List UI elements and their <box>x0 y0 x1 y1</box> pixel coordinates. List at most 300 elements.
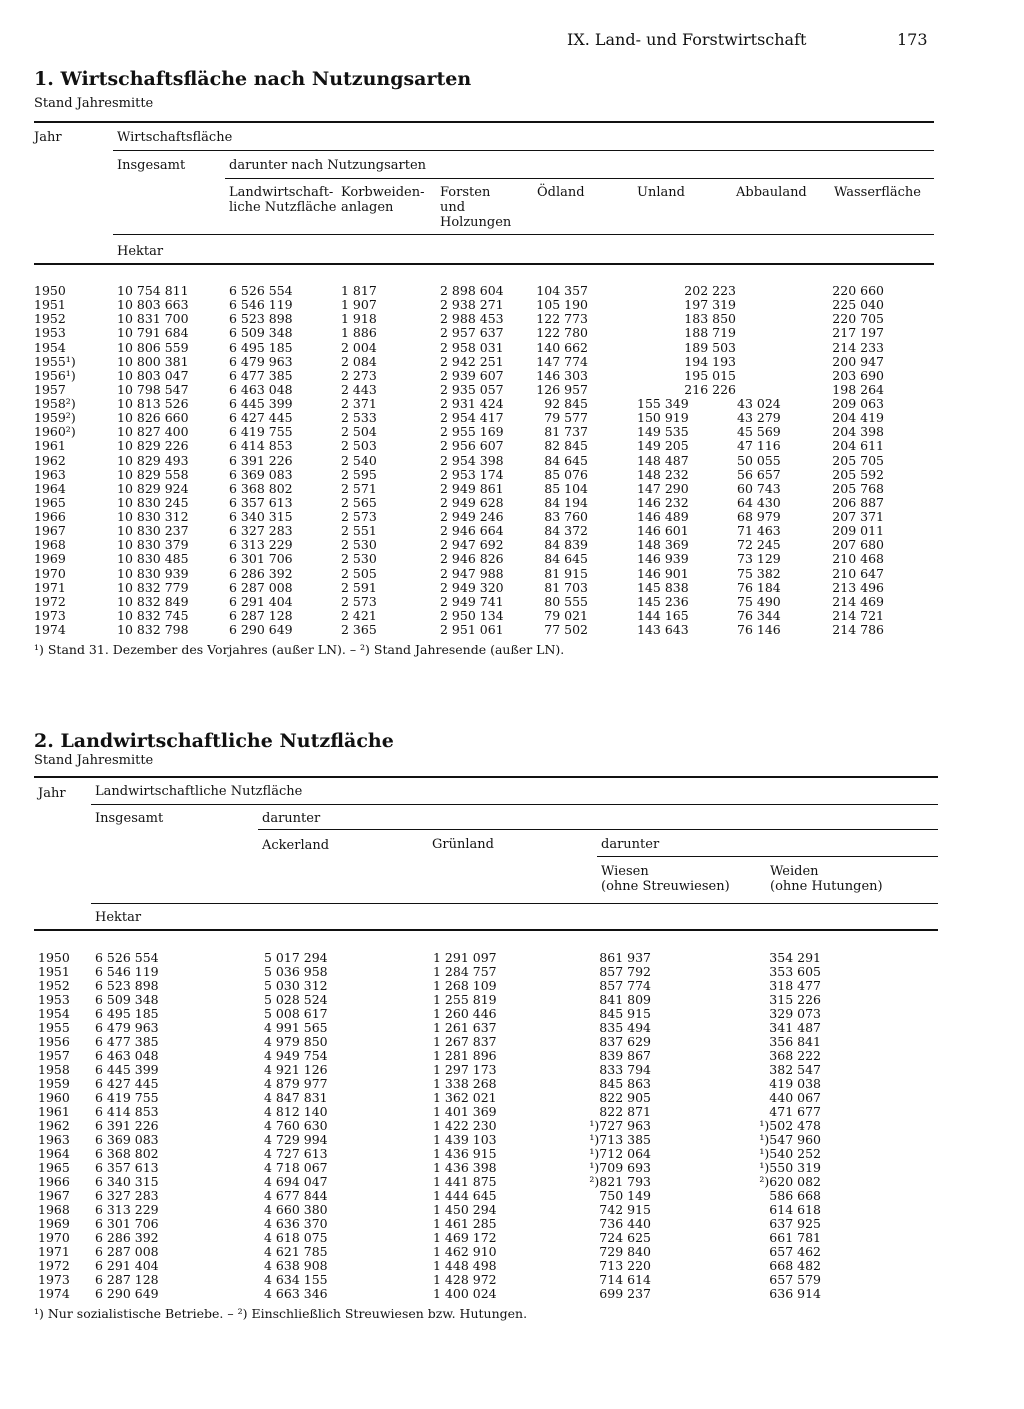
table-cell: 1 260 446 <box>433 1006 497 1021</box>
table-cell: 2 949 741 <box>440 593 504 609</box>
table-cell: 6 301 706 <box>95 1216 159 1231</box>
table-cell: 200 947 <box>832 353 884 369</box>
table-cell: 1 886 <box>341 325 377 341</box>
table-cell: 147 774 <box>536 353 588 369</box>
t1-col-unland-abbau-combined <box>680 284 736 397</box>
table-cell: 1959 <box>38 1076 70 1091</box>
table-cell: 6 369 083 <box>95 1132 159 1147</box>
table-cell: 204 611 <box>832 438 884 454</box>
table-cell: 1966 <box>38 1174 70 1189</box>
table-cell: 1955¹) <box>34 353 76 369</box>
t2-rule-c <box>597 856 938 857</box>
table-cell: 210 468 <box>832 551 884 567</box>
table-cell: 50 055 <box>737 452 781 468</box>
table-cell: 1 255 819 <box>433 992 497 1007</box>
table-cell: 203 690 <box>832 367 884 383</box>
table-cell: 6 286 392 <box>229 565 293 581</box>
table-cell: 45 569 <box>737 424 781 440</box>
table-cell: 2 084 <box>341 353 377 369</box>
table-cell: ¹)540 252 <box>759 1146 821 1161</box>
table-cell: 2 949 320 <box>440 579 504 595</box>
table-cell: 10 832 745 <box>117 607 189 623</box>
table-cell: 6 479 963 <box>95 1020 159 1035</box>
table-cell: 6 477 385 <box>95 1034 159 1049</box>
table-cell: 318 477 <box>769 978 821 993</box>
table-cell: 1953 <box>38 992 70 1007</box>
table-cell: 194 193 <box>684 353 736 369</box>
table-cell: ²)620 082 <box>759 1174 821 1189</box>
table-cell: 60 743 <box>737 480 781 496</box>
table-cell: 6 419 755 <box>95 1090 159 1105</box>
table-cell: 81 703 <box>544 579 588 595</box>
table-cell: 1 281 896 <box>433 1048 497 1063</box>
table-cell: 2 504 <box>341 424 377 440</box>
table-cell: 10 800 381 <box>117 353 189 369</box>
table-cell: 1 469 172 <box>433 1230 497 1245</box>
table-1-title: 1. Wirtschaftsfläche nach Nutzungsarten <box>34 68 472 90</box>
table-cell: 205 705 <box>832 452 884 468</box>
table-cell: 189 503 <box>684 339 736 355</box>
table-cell: 6 369 083 <box>229 466 293 482</box>
table-cell: 4 729 994 <box>264 1132 328 1147</box>
table-cell: 1966 <box>34 509 66 524</box>
table-cell: 1961 <box>38 1104 70 1119</box>
table-cell: 2 571 <box>341 480 377 496</box>
table-cell: 729 840 <box>599 1244 651 1259</box>
table-cell: 220 660 <box>832 283 884 298</box>
table-cell: 2 365 <box>341 622 377 637</box>
table-cell: 1 817 <box>341 283 377 298</box>
table-cell: 1 400 024 <box>433 1286 497 1301</box>
table-cell: 72 245 <box>737 537 781 553</box>
table-cell: 10 829 924 <box>117 480 189 496</box>
table-cell: 1958 <box>38 1062 70 1077</box>
table-cell: 6 391 226 <box>229 452 293 468</box>
table-cell: 857 792 <box>599 964 651 979</box>
table-cell: 10 803 047 <box>117 367 189 383</box>
t2-col-weiden <box>730 951 821 1301</box>
t2-col-wiesen <box>560 951 651 1301</box>
table-cell: 1956¹) <box>34 367 76 383</box>
table-cell: 146 232 <box>637 494 689 510</box>
table-cell: 2 421 <box>341 607 377 623</box>
table-cell: 2 942 251 <box>440 353 504 369</box>
table-cell: 1 439 103 <box>433 1132 497 1147</box>
table-cell: 1951 <box>34 297 66 313</box>
table-cell: 10 831 700 <box>117 311 189 327</box>
table-cell: 1 448 498 <box>433 1258 497 1273</box>
table-cell: 661 781 <box>769 1230 821 1245</box>
table-cell: 657 462 <box>769 1244 821 1259</box>
table-cell: 4 879 977 <box>264 1076 328 1091</box>
table-cell: 2 955 169 <box>440 424 504 440</box>
table-cell: 637 925 <box>769 1216 821 1231</box>
t1-col-insgesamt <box>117 284 189 637</box>
table-cell <box>737 355 781 369</box>
table-cell: 188 719 <box>684 325 736 341</box>
table-cell: 146 939 <box>637 551 689 567</box>
table-cell: 6 495 185 <box>229 339 293 355</box>
table-cell: 10 754 811 <box>117 283 189 298</box>
table-cell: 636 914 <box>769 1286 821 1301</box>
table-cell: 71 463 <box>737 523 781 539</box>
table-cell: 315 226 <box>769 992 821 1007</box>
t2-rule-e <box>34 929 938 931</box>
table-cell: 149 535 <box>637 424 689 440</box>
table-cell: 2 949 628 <box>440 494 504 510</box>
table-cell: 214 233 <box>832 339 884 355</box>
table-cell: 1964 <box>38 1146 70 1161</box>
table-cell: 210 647 <box>832 565 884 581</box>
table-cell: 144 165 <box>637 607 689 623</box>
table-cell: 2 950 134 <box>440 607 504 623</box>
t2-header-weiden: Weiden (ohne Hutungen) <box>770 864 883 894</box>
table-cell: 6 287 008 <box>95 1244 159 1259</box>
table-cell: 214 786 <box>832 622 884 637</box>
table-cell: 1 462 910 <box>433 1244 497 1259</box>
table-cell: 146 901 <box>637 565 689 581</box>
table-cell: 76 184 <box>737 579 781 595</box>
table-cell: 2 949 861 <box>440 480 504 496</box>
table-cell: 77 502 <box>544 622 588 637</box>
t1-col-forsten <box>440 284 504 637</box>
table-cell: 75 382 <box>737 565 781 581</box>
table-cell: 84 645 <box>544 551 588 567</box>
table-cell: 64 430 <box>737 494 781 510</box>
t2-rule-d <box>91 903 938 904</box>
t1-header-jahr: Jahr <box>34 130 62 145</box>
table-cell: 2 951 061 <box>440 622 504 637</box>
table-cell: 1 422 230 <box>433 1118 497 1133</box>
table-cell: 4 979 850 <box>264 1034 328 1049</box>
table-cell: 5 036 958 <box>264 964 328 979</box>
table-cell: 6 463 048 <box>229 381 293 397</box>
table-cell: 1971 <box>38 1244 70 1259</box>
table-cell: ¹)727 963 <box>589 1118 651 1133</box>
table-cell: 6 287 128 <box>229 607 293 623</box>
table-cell: 1 401 369 <box>433 1104 497 1119</box>
table-cell: 207 680 <box>832 537 884 553</box>
t1-header-landwirtschaft: Landwirtschaft- liche Nutzfläche <box>229 185 337 215</box>
table-cell: 146 601 <box>637 523 689 539</box>
table-cell: 1 261 637 <box>433 1020 497 1035</box>
table-cell: 2 533 <box>341 410 377 426</box>
table-cell <box>737 369 781 383</box>
table-cell: 6 290 649 <box>95 1286 159 1301</box>
t2-rule-a <box>91 804 938 805</box>
table-cell: 6 357 613 <box>95 1160 159 1175</box>
table-2-footnote: ¹) Nur sozialistische Betriebe. – ²) Einschließlich Streuwiesen bzw. Hutungen. <box>34 1306 528 1321</box>
table-cell: 2 273 <box>341 367 377 383</box>
table-cell: 368 222 <box>769 1048 821 1063</box>
table-cell: 1972 <box>38 1258 70 1273</box>
table-cell: 126 957 <box>536 381 588 397</box>
table-cell: 1952 <box>34 311 66 327</box>
table-cell: 440 067 <box>769 1090 821 1105</box>
table-cell: 1962 <box>34 452 66 468</box>
table-cell: 220 705 <box>832 311 884 327</box>
table-cell: 81 915 <box>544 565 588 581</box>
table-cell: 614 618 <box>769 1202 821 1217</box>
table-cell: 214 469 <box>832 593 884 609</box>
table-cell: 2 947 988 <box>440 565 504 581</box>
table-cell: 837 629 <box>599 1034 651 1049</box>
table-cell: 1974 <box>34 622 66 637</box>
table-cell: 4 660 380 <box>264 1202 328 1217</box>
t1-header-hektar: Hektar <box>117 244 164 259</box>
table-cell: 10 829 493 <box>117 452 189 468</box>
t1-col-wasserflaeche <box>820 284 884 637</box>
table-cell: 10 827 400 <box>117 424 189 440</box>
table-cell: 10 830 379 <box>117 537 189 553</box>
t2-header-gruenland: Grünland <box>432 837 494 852</box>
table-cell: 2 565 <box>341 494 377 510</box>
table-cell: ¹)547 960 <box>759 1132 821 1147</box>
table-cell: 213 496 <box>832 579 884 595</box>
table-cell: 104 357 <box>536 283 588 298</box>
table-cell: 6 327 283 <box>229 523 293 539</box>
table-cell: 2 898 604 <box>440 283 504 298</box>
table-cell: 845 915 <box>599 1006 651 1021</box>
table-cell: 1954 <box>34 339 66 355</box>
table-cell: 6 526 554 <box>229 283 293 298</box>
table-cell: 2 530 <box>341 551 377 567</box>
table-cell: 1955 <box>38 1020 70 1035</box>
table-1-top-rule <box>34 121 934 123</box>
table-cell: 6 427 445 <box>229 410 293 426</box>
table-cell: 10 803 663 <box>117 297 189 313</box>
table-cell: 204 419 <box>832 410 884 426</box>
table-cell: 47 116 <box>737 438 781 454</box>
table-cell: 6 445 399 <box>95 1062 159 1077</box>
table-cell: 857 774 <box>599 978 651 993</box>
table-cell: 6 291 404 <box>229 593 293 609</box>
table-cell: 6 368 802 <box>95 1146 159 1161</box>
table-cell: 2 591 <box>341 579 377 595</box>
table-cell: 6 463 048 <box>95 1048 159 1063</box>
table-cell: 1 461 285 <box>433 1216 497 1231</box>
table-cell: 43 024 <box>737 396 781 411</box>
table-cell: 6 445 399 <box>229 396 293 411</box>
table-cell: 148 369 <box>637 537 689 553</box>
table-cell: 148 487 <box>637 452 689 468</box>
table-cell: 209 011 <box>832 523 884 539</box>
table-cell: 1 291 097 <box>433 950 497 965</box>
t2-header-jahr: Jahr <box>38 786 66 801</box>
table-cell: 10 832 798 <box>117 622 189 637</box>
table-cell: 724 625 <box>599 1230 651 1245</box>
table-cell: 1970 <box>38 1230 70 1245</box>
table-cell: 714 614 <box>599 1272 651 1287</box>
table-cell: 1 362 021 <box>433 1090 497 1105</box>
table-cell: 1 907 <box>341 297 377 313</box>
table-cell: 356 841 <box>769 1034 821 1049</box>
table-cell: 150 919 <box>637 410 689 426</box>
page-header <box>0 30 1024 50</box>
table-cell: 6 368 802 <box>229 480 293 496</box>
table-cell: 2 573 <box>341 593 377 609</box>
table-cell: 1959²) <box>34 410 76 426</box>
table-cell: 657 579 <box>769 1272 821 1287</box>
table-cell: 1960 <box>38 1090 70 1105</box>
table-cell: 4 727 613 <box>264 1146 328 1161</box>
table-cell: 82 845 <box>544 438 588 454</box>
table-cell: ¹)709 693 <box>589 1160 651 1175</box>
table-cell: 84 839 <box>544 537 588 553</box>
table-1-subtitle: Stand Jahresmitte <box>34 96 154 111</box>
table-cell: 1950 <box>34 283 66 298</box>
table-cell: 76 146 <box>737 622 781 637</box>
t2-col-ackerland <box>264 951 328 1301</box>
table-cell: 4 618 075 <box>264 1230 328 1245</box>
table-cell: 84 372 <box>544 523 588 539</box>
table-cell: 197 319 <box>684 297 736 313</box>
table-cell: 122 780 <box>536 325 588 341</box>
table-cell: 68 979 <box>737 509 781 524</box>
table-cell: 1957 <box>34 381 66 397</box>
table-cell: 10 830 237 <box>117 523 189 539</box>
table-cell: 198 264 <box>832 381 884 397</box>
table-cell: 1 444 645 <box>433 1188 497 1203</box>
table-cell: 4 663 346 <box>264 1286 328 1301</box>
table-cell: 2 946 826 <box>440 551 504 567</box>
table-cell: 6 290 649 <box>229 622 293 637</box>
table-cell: 2 947 692 <box>440 537 504 553</box>
table-cell: 2 931 424 <box>440 396 504 411</box>
table-cell: 1965 <box>38 1160 70 1175</box>
table-cell: 1958²) <box>34 396 76 411</box>
table-cell: 1953 <box>34 325 66 341</box>
table-cell: 10 791 684 <box>117 325 189 341</box>
table-cell: 6 477 385 <box>229 367 293 383</box>
table-cell: 6 291 404 <box>95 1258 159 1273</box>
table-cell: 81 737 <box>544 424 588 440</box>
page-number: 173 <box>897 30 928 49</box>
table-cell: 6 495 185 <box>95 1006 159 1021</box>
table-cell: 2 505 <box>341 565 377 581</box>
table-cell: 2 939 607 <box>440 367 504 383</box>
table-cell: ²)821 793 <box>589 1174 651 1189</box>
table-cell: 84 194 <box>544 494 588 510</box>
table-cell: 4 991 565 <box>264 1020 328 1035</box>
table-cell: 1973 <box>34 607 66 623</box>
table-cell: 84 645 <box>544 452 588 468</box>
table-cell: 5 030 312 <box>264 978 328 993</box>
table-cell <box>737 383 781 397</box>
table-cell: 2 958 031 <box>440 339 504 355</box>
table-cell: 1 268 109 <box>433 978 497 993</box>
table-2-subtitle: Stand Jahresmitte <box>34 753 154 768</box>
table-cell: 85 104 <box>544 480 588 496</box>
table-cell: 10 830 312 <box>117 509 189 524</box>
table-cell: 2 956 607 <box>440 438 504 454</box>
table-cell: 1968 <box>34 537 66 553</box>
table-cell <box>737 298 781 312</box>
table-cell: 6 340 315 <box>95 1174 159 1189</box>
table-cell: 6 419 755 <box>229 424 293 440</box>
table-cell: 1967 <box>38 1188 70 1203</box>
table-cell: 209 063 <box>832 396 884 411</box>
table-cell: 6 526 554 <box>95 950 159 965</box>
table-cell: 1954 <box>38 1006 70 1021</box>
t1-rule-a <box>113 150 934 151</box>
table-cell: 10 829 558 <box>117 466 189 482</box>
table-2-top-rule <box>34 776 938 778</box>
table-cell: 6 340 315 <box>229 509 293 524</box>
table-cell: 742 915 <box>599 1202 651 1217</box>
table-cell: 56 657 <box>737 466 781 482</box>
table-cell: 2 953 174 <box>440 466 504 482</box>
table-cell: 1 338 268 <box>433 1076 497 1091</box>
table-cell: 4 634 155 <box>264 1272 328 1287</box>
t2-header-darunter2: darunter <box>601 837 660 852</box>
table-cell: 73 129 <box>737 551 781 567</box>
table-cell: 147 290 <box>637 480 689 496</box>
table-cell: 6 414 853 <box>95 1104 159 1119</box>
table-cell: 10 830 245 <box>117 494 189 510</box>
table-cell: 2 957 637 <box>440 325 504 341</box>
table-cell: 6 357 613 <box>229 494 293 510</box>
table-cell: 204 398 <box>832 424 884 440</box>
table-cell: 2 371 <box>341 396 377 411</box>
table-cell <box>737 341 781 355</box>
t1-col-abbauland <box>737 284 781 637</box>
table-cell: 4 621 785 <box>264 1244 328 1259</box>
table-cell: 149 205 <box>637 438 689 454</box>
t2-col-gruenland <box>433 951 497 1301</box>
table-cell: 2 530 <box>341 537 377 553</box>
table-cell: 105 190 <box>536 297 588 313</box>
table-cell: 6 546 119 <box>95 964 159 979</box>
table-cell: 183 850 <box>684 311 736 327</box>
table-cell: 5 017 294 <box>264 950 328 965</box>
table-cell: 1967 <box>34 523 66 539</box>
table-cell: 2 573 <box>341 509 377 524</box>
t2-header-insgesamt: Insgesamt <box>95 811 164 826</box>
table-cell: 1969 <box>34 551 66 567</box>
table-cell: 5 028 524 <box>264 992 328 1007</box>
table-cell: 1970 <box>34 565 66 581</box>
table-cell: 1963 <box>38 1132 70 1147</box>
table-cell: ¹)550 319 <box>759 1160 821 1175</box>
table-cell: 6 546 119 <box>229 297 293 313</box>
table-cell: 841 809 <box>599 992 651 1007</box>
table-cell: 10 832 849 <box>117 593 189 609</box>
table-cell: 668 482 <box>769 1258 821 1273</box>
table-cell: 1 428 972 <box>433 1272 497 1287</box>
table-cell: 4 638 908 <box>264 1258 328 1273</box>
table-cell: 6 313 229 <box>229 537 293 553</box>
t2-header-ackerland: Ackerland <box>262 838 330 853</box>
table-cell: 10 830 939 <box>117 565 189 581</box>
t2-rule-b <box>258 829 938 830</box>
table-cell: ¹)713 385 <box>589 1132 651 1147</box>
table-cell: 83 760 <box>544 509 588 524</box>
table-cell: 354 291 <box>769 950 821 965</box>
table-cell: 6 523 898 <box>95 978 159 993</box>
table-cell: 6 327 283 <box>95 1188 159 1203</box>
table-cell: 85 076 <box>544 466 588 482</box>
table-cell: 1950 <box>38 950 70 965</box>
table-cell: 713 220 <box>599 1258 651 1273</box>
table-cell: 10 826 660 <box>117 410 189 426</box>
t2-col-insgesamt <box>95 951 159 1301</box>
table-cell: 382 547 <box>769 1062 821 1077</box>
table-cell: 2 004 <box>341 339 377 355</box>
table-cell: 1957 <box>38 1048 70 1063</box>
table-cell: 4 847 831 <box>264 1090 328 1105</box>
table-cell <box>737 326 781 340</box>
